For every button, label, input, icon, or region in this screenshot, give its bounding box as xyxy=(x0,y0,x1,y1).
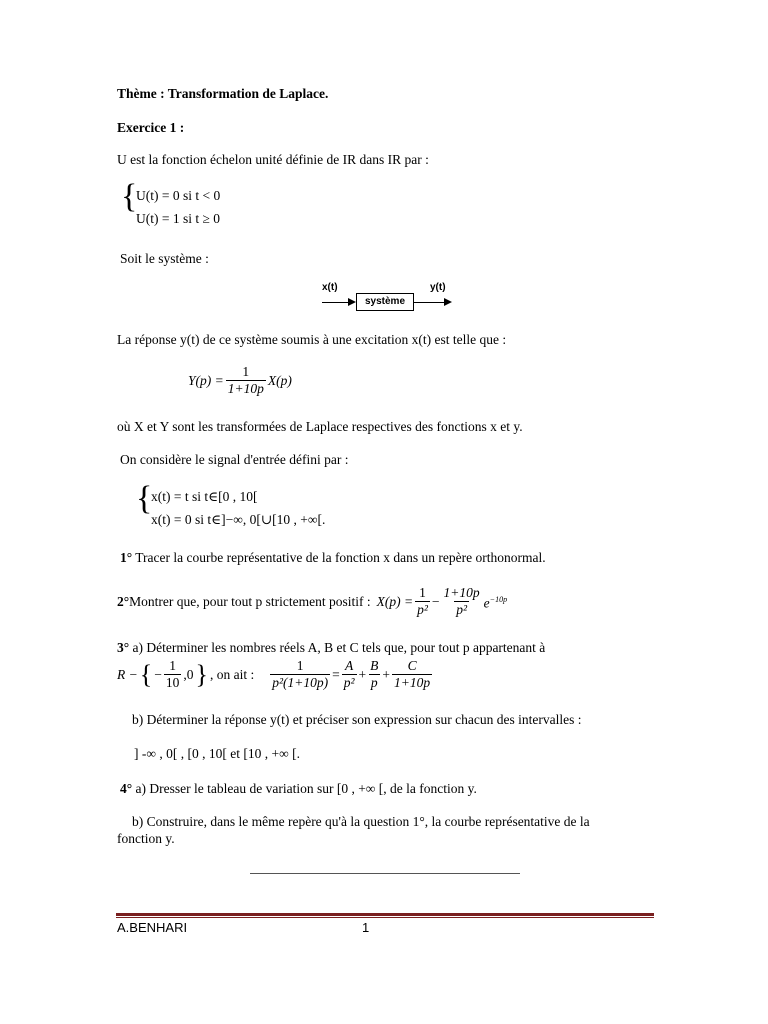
q3-c-num: C xyxy=(407,658,417,673)
footer-rule-thin xyxy=(116,917,654,918)
q3-on-ait: , on ait : xyxy=(209,666,255,682)
q3-plus2: + xyxy=(382,666,391,682)
question-4b-line1: b) Construire, dans le même repère qu'à la question 1°, la courbe représentative de la xyxy=(132,814,590,829)
system-box-label: système xyxy=(364,296,406,307)
footer-rule xyxy=(116,913,654,916)
q2-minus: − xyxy=(431,593,440,609)
q3-number: 3° xyxy=(117,640,130,655)
q2-frac1 xyxy=(415,585,430,618)
question-4b-line2: fonction y. xyxy=(117,831,175,846)
q3-eq: = xyxy=(332,666,340,682)
q2-frac1-den: p² xyxy=(417,602,428,617)
output-arrow xyxy=(413,302,447,303)
q3-b-num: B xyxy=(370,658,379,673)
q3-intervals: ] -∞ , 0[ , [0 , 10[ et [10 , +∞ [. xyxy=(134,746,300,761)
q3-b-den: p xyxy=(370,675,378,690)
q3-set-den: 10 xyxy=(165,675,180,690)
q3-set-num: 1 xyxy=(169,658,176,673)
separator-line xyxy=(250,873,520,874)
exercise-title: Exercice 1 : xyxy=(117,120,185,135)
q3-set-open: { xyxy=(139,659,153,689)
response-text: La réponse y(t) de ce système soumis à une excitation x(t) est telle que : xyxy=(117,332,507,347)
transfer-fraction xyxy=(226,364,266,397)
q2-number: 2° xyxy=(117,593,130,609)
q3-b-frac xyxy=(368,658,380,691)
q3-a-num: A xyxy=(345,658,354,673)
q3-lhs-den: p²(1+10p) xyxy=(272,675,329,690)
transfer-den: 1+10p xyxy=(227,381,264,396)
brace-icon: { xyxy=(136,480,153,517)
q4-number: 4° xyxy=(120,781,133,796)
footer-author: A.BENHARI xyxy=(117,920,188,935)
q2-exp xyxy=(484,592,507,612)
q3-a-frac xyxy=(342,658,357,691)
q3-equation xyxy=(117,658,434,691)
q3-set-prefix: R − xyxy=(117,666,138,682)
x-def-line2: x(t) = 0 si t∈]−∞, 0[∪[10 , +∞[. xyxy=(151,512,326,527)
q4-text: a) Dresser le tableau de variation sur [0 , +∞ [, de la fonction y. xyxy=(132,781,477,796)
system-intro: Soit le système : xyxy=(120,251,209,266)
q3-set-frac xyxy=(164,658,182,691)
footer-page-number: 1 xyxy=(362,920,370,935)
question-2 xyxy=(117,585,507,618)
q3-c-frac xyxy=(392,658,432,691)
q3-set-rest: ,0 xyxy=(183,666,194,682)
q2-lhs: X(p) = xyxy=(376,593,414,609)
input-arrow-head-icon xyxy=(348,298,356,306)
system-box xyxy=(356,293,414,311)
q3-set-close: } xyxy=(195,659,208,689)
signal-text: On considère le signal d'entrée défini par : xyxy=(120,452,349,467)
question-3b: b) Déterminer la réponse y(t) et préciser son expression sur chacun des intervalles : xyxy=(132,712,582,727)
q3-text: a) Déterminer les nombres réels A, B et C tels que, pour tout p appartenant à xyxy=(129,640,546,655)
transfer-num: 1 xyxy=(242,364,250,379)
q3-lhs-num: 1 xyxy=(296,658,304,673)
x-def-line1: x(t) = t si t∈[0 , 10[ xyxy=(151,489,258,504)
question-3a xyxy=(117,640,545,656)
intro-text: U est la fonction échelon unité définie de IR dans IR par : xyxy=(117,152,429,167)
q2-exp-base: e xyxy=(483,595,490,611)
transfer-rhs: X(p) xyxy=(267,372,292,388)
transfer-lhs: Y(p) = xyxy=(188,372,224,388)
q3-a-den: p² xyxy=(343,675,355,690)
output-arrow-head-icon xyxy=(444,298,452,306)
question-1 xyxy=(120,550,546,566)
q2-frac2 xyxy=(442,585,482,618)
u-def-line1: U(t) = 0 si t < 0 xyxy=(136,188,221,203)
diagram-output-label: y(t) xyxy=(430,282,446,293)
q2-text: Montrer que, pour tout p strictement positif : xyxy=(129,593,371,609)
q3-lhs-frac xyxy=(270,658,330,691)
theme-title: Thème : Transformation de Laplace. xyxy=(117,86,329,101)
diagram-input-label: x(t) xyxy=(322,282,338,293)
transform-text: où X et Y sont les transformées de Laplace respectives des fonctions x et y. xyxy=(117,419,523,434)
u-def-line2: U(t) = 1 si t ≥ 0 xyxy=(136,211,221,226)
q2-frac1-num: 1 xyxy=(419,585,426,600)
q2-frac2-den: p² xyxy=(456,602,468,617)
q3-set-minus: − xyxy=(154,666,162,682)
transfer-equation xyxy=(188,364,292,397)
brace-icon: { xyxy=(121,178,138,215)
q3-plus1: + xyxy=(358,666,367,682)
q1-number: 1° xyxy=(120,550,133,565)
q1-text: Tracer la courbe représentative de la fonction x dans un repère orthonormal. xyxy=(132,550,546,565)
q2-frac2-num: 1+10p xyxy=(443,585,480,600)
q2-exp-sup: −10p xyxy=(489,594,508,604)
question-4a xyxy=(120,781,477,797)
q3-c-den: 1+10p xyxy=(394,675,431,690)
